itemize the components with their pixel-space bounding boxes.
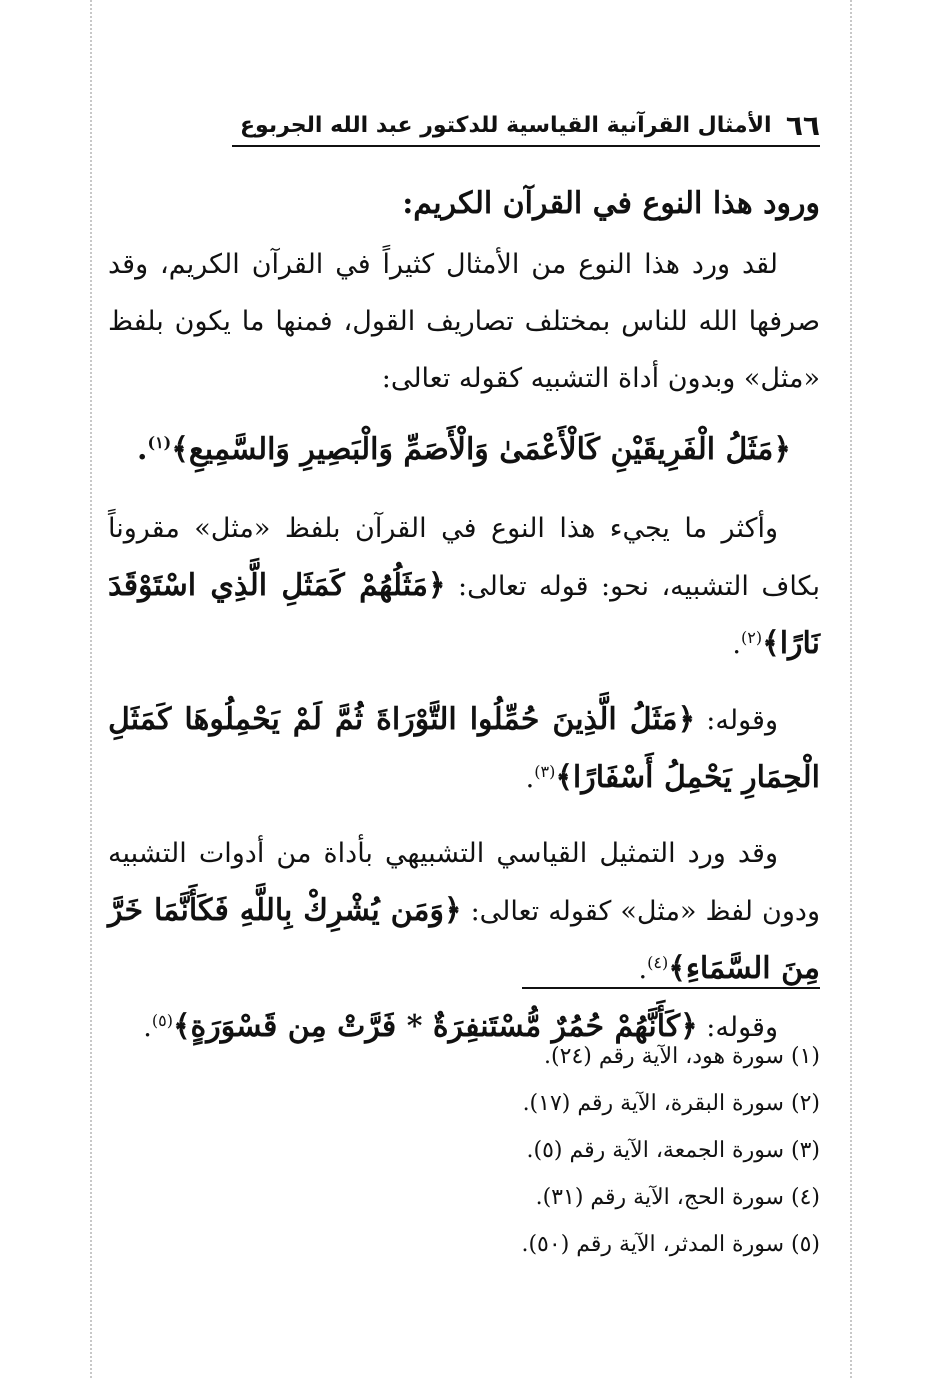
paragraph-text: وقوله:: [706, 705, 778, 736]
right-margin-guide: [850, 0, 854, 1378]
left-margin-guide: [90, 0, 94, 1378]
footnote-4: (٤) سورة الحج، الآية رقم (٣١).: [535, 1185, 820, 1210]
quran-verse-4: ﴿وَمَن يُشْرِكْ بِاللَّهِ فَكَأَنَّمَا خَرَّ مِنَ السَّمَاءِ﴾: [108, 893, 820, 986]
paragraph-text: وقد ورد التمثيل القياسي التشبيهي بأداة من أدوات التشبيه ودون لفظ «مثل» كقوله تعالى:: [108, 838, 820, 927]
page-header: [232, 105, 820, 147]
footnotes: [124, 1033, 820, 1268]
footnote-1: (١) سورة هود، الآية رقم (٢٤).: [544, 1044, 820, 1069]
footnote-ref-4: (٤): [647, 953, 669, 972]
footnote-ref-1: (١): [147, 433, 172, 452]
paragraph-text: وأكثر ما يجيء هذا النوع في القرآن بلفظ «مثل» مقروناً بكاف التشبيه، نحو: قوله تعالى:: [108, 513, 820, 602]
quran-verse-5: ﴿كَأَنَّهُمْ حُمُرٌ مُّسْتَنفِرَةٌ * فَرَّتْ مِن قَسْوَرَةٍ﴾: [172, 1009, 698, 1044]
section-heading: ورود هذا النوع في القرآن الكريم:: [402, 186, 820, 221]
quran-verse-2: ﴿مَثَلُهُمْ كَمَثَلِ الَّذِي اسْتَوْقَدَ نَارًا﴾: [108, 568, 820, 661]
verse-text: ﴿مَثَلُ الْفَرِيقَيْنِ كَالْأَعْمَىٰ وَالْأَصَمِّ وَالْبَصِيرِ وَالسَّمِيعِ﴾: [171, 432, 791, 467]
quran-verse-3: ﴿مَثَلُ الَّذِينَ حُمِّلُوا التَّوْرَاةَ ثُمَّ لَمْ يَحْمِلُوهَا كَمَثَلِ الْحِمَارِ يَحْمِلُ أَسْفَارًا﴾: [108, 702, 820, 795]
footnote-2: (٢) سورة البقرة، الآية رقم (١٧).: [522, 1091, 820, 1116]
footnote-ref-3: (٣): [534, 762, 556, 781]
page-number: ٦٦: [785, 108, 820, 142]
footnote-separator: [522, 987, 820, 989]
paragraph-4: وقد ورد التمثيل القياسي التشبيهي بأداة من أدوات التشبيه ودون لفظ «مثل» كقوله تعالى: ﴿وَمَن يُشْرِكْ بِاللَّهِ فَكَأَنَّمَا خَرَّ مِنَ السَّمَاءِ﴾$^{(٤)}$.: [108, 838, 820, 986]
quran-verse-1: ﴿مَثَلُ الْفَرِيقَيْنِ كَالْأَعْمَىٰ وَالْأَصَمِّ وَالْبَصِيرِ وَالسَّمِيعِ﴾$^{(١)}$.: [137, 432, 791, 467]
footnote-ref-2: (٢): [741, 628, 763, 647]
footnote-3: (٣) سورة الجمعة، الآية رقم (٥).: [526, 1138, 820, 1163]
footnote-ref-5: (٥): [151, 1011, 173, 1030]
running-title: الأمثال القرآنية القياسية للدكتور عبد الله الجربوع: [240, 112, 772, 138]
paragraph-5: وقوله: ﴿كَأَنَّهُمْ حُمُرٌ مُّسْتَنفِرَةٌ * فَرَّتْ مِن قَسْوَرَةٍ﴾$^{(٥)}$.: [143, 1009, 778, 1044]
paragraph-text: وقوله:: [706, 1012, 778, 1043]
paragraph-2: وأكثر ما يجيء هذا النوع في القرآن بلفظ «مثل» مقروناً بكاف التشبيه، نحو: قوله تعالى: ﴿مَثَلُهُمْ كَمَثَلِ الَّذِي اسْتَوْقَدَ نَارًا﴾$^{(٢)}$.: [108, 513, 820, 661]
paragraph-3: وقوله: ﴿مَثَلُ الَّذِينَ حُمِّلُوا التَّوْرَاةَ ثُمَّ لَمْ يَحْمِلُوهَا كَمَثَلِ الْحِمَارِ يَحْمِلُ أَسْفَارًا﴾$^{(٣)}$.: [108, 702, 820, 795]
paragraph-1: لقد ورد هذا النوع من الأمثال كثيراً في القرآن الكريم، وقد صرفها الله للناس بمختلف تصاريف القول، فمنها ما يكون بلفظ «مثل» وبدون أداة التشبيه كقوله تعالى:: [108, 249, 820, 394]
main-content: [108, 175, 820, 1056]
footnote-5: (٥) سورة المدثر، الآية رقم (٥٠).: [521, 1232, 820, 1257]
